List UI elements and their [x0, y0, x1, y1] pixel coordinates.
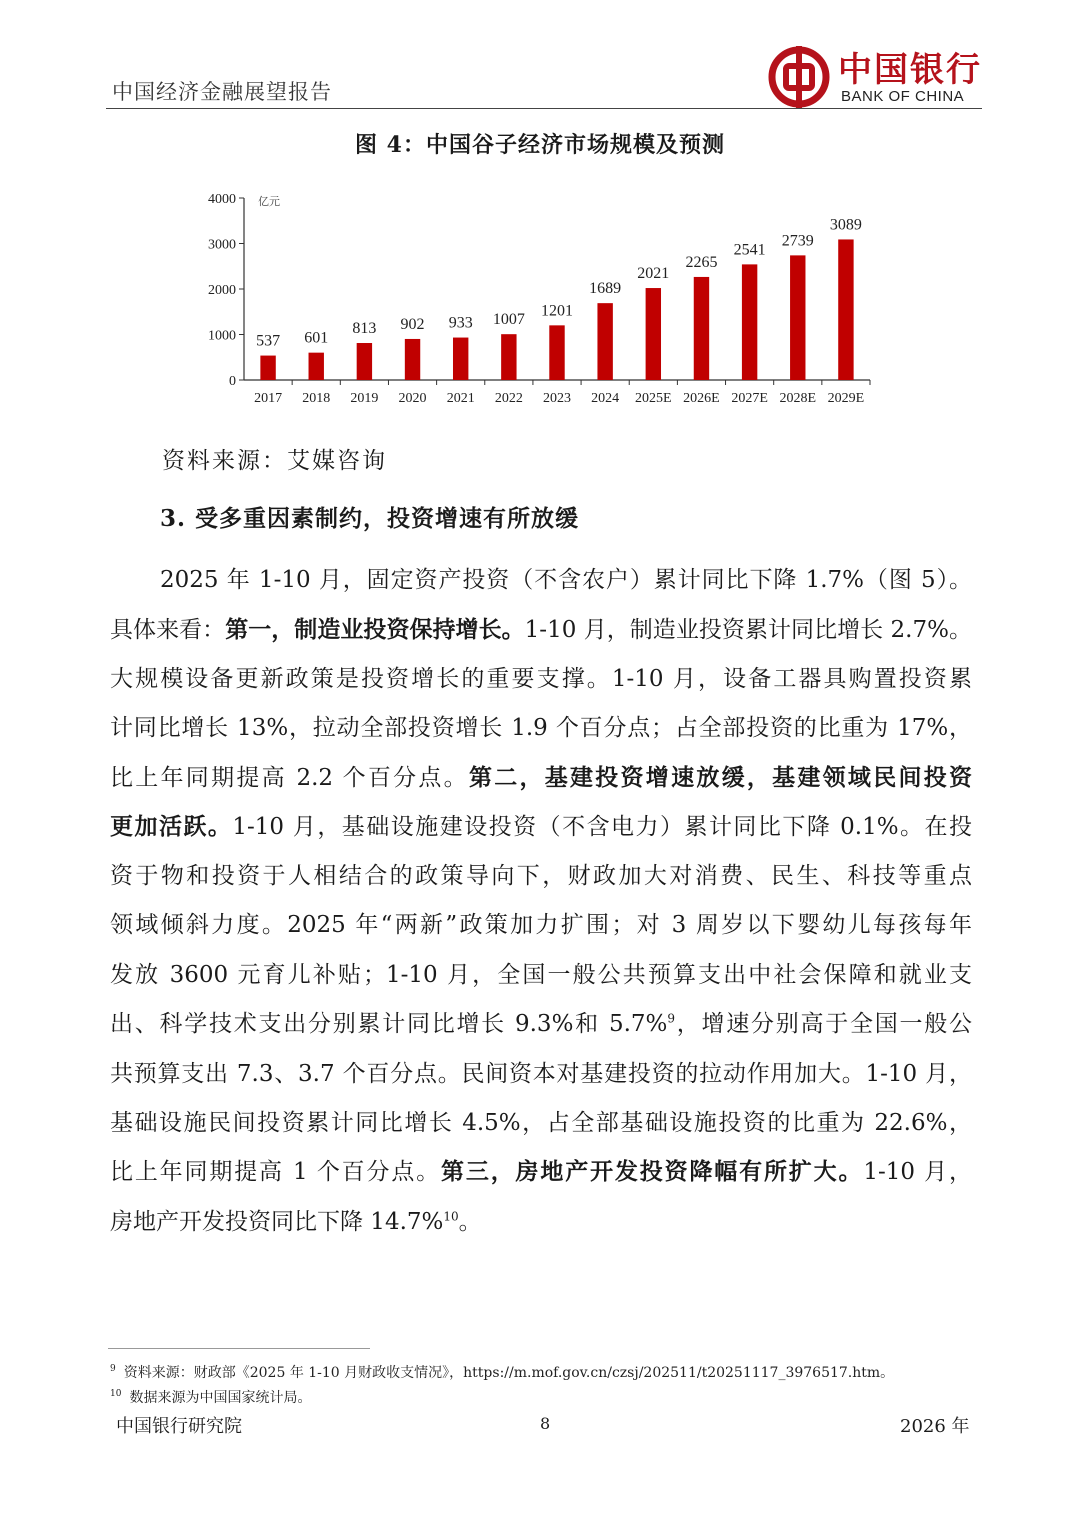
footnote-ref-10[interactable]: 10: [443, 1209, 459, 1224]
x-category-label: 2026E: [683, 391, 720, 406]
paragraph-line: 共预算支出 7.3、3.7 个百分点。民间资本对基建投资的拉动作用加大。1-10 月，: [110, 1061, 972, 1087]
chart-bar: [405, 339, 420, 380]
logo-english-name: BANK OF CHINA: [841, 88, 965, 105]
footer-organization: 中国银行研究院: [116, 1416, 242, 1437]
x-category-label: 2028E: [779, 391, 817, 406]
chart-bar: [597, 303, 612, 380]
x-category-label: 2021: [446, 391, 475, 406]
paragraph-line: 更加活跃。1-10 月，基础设施建设投资（不含电力）累计同比下降 0.1%。在投: [110, 813, 972, 840]
bar-value-label: 1201: [541, 302, 573, 320]
x-category-label: 2029E: [827, 391, 865, 406]
paragraph-line: 大规模设备更新政策是投资增长的重要支撑。1-10 月，设备工器具购置投资累: [110, 666, 972, 692]
bar-value-label: 933: [448, 314, 473, 332]
footnote-ref-9[interactable]: 9: [667, 1011, 676, 1026]
figure-title: 图 4：中国谷子经济市场规模及预测: [355, 132, 725, 158]
figure-source: 资料来源：艾媒咨询: [162, 448, 387, 474]
chart-bar: [501, 334, 516, 380]
x-category-label: 2024: [591, 391, 620, 406]
chart-bar: [790, 255, 805, 380]
bank-of-china-logo-icon: [766, 44, 832, 110]
chart-bar: [742, 264, 757, 380]
paragraph-line: 领域倾斜力度。2025 年“两新”政策加力扩围；对 3 周岁以下婴幼儿每孩每年: [110, 912, 972, 938]
x-category-label: 2020: [398, 391, 427, 406]
bar-value-label: 2739: [781, 232, 814, 250]
x-category-label: 2022: [494, 391, 523, 406]
y-tick-label: 3000: [208, 237, 236, 253]
y-tick-label: 1000: [208, 328, 236, 344]
header-divider: [106, 108, 982, 109]
footer-year: 2026 年: [900, 1416, 970, 1437]
paragraph-line: 发放 3600 元育儿补贴；1-10 月，全国一般公共预算支出中社会保障和就业支: [110, 962, 972, 988]
chart-bar: [453, 338, 468, 380]
bar-value-label: 3089: [829, 216, 862, 234]
paragraph-line: 比上年同期提高 2.2 个百分点。第二，基建投资增速放缓，基建领域民间投资: [110, 764, 973, 791]
report-title: 中国经济金融展望报告: [112, 80, 332, 104]
section-heading: 3. 受多重因素制约，投资增速有所放缓: [160, 505, 580, 532]
x-category-label: 2019: [350, 391, 379, 406]
chart-bar: [309, 353, 324, 380]
chart-bar: [694, 277, 709, 380]
x-category-label: 2023: [543, 391, 571, 406]
x-category-label: 2018: [302, 391, 331, 406]
bar-value-label: 2265: [685, 253, 718, 271]
paragraph-line: 资于物和投资于人相结合的政策导向下，财政加大对消费、民生、科技等重点: [110, 863, 972, 889]
x-category-label: 2025E: [635, 391, 672, 406]
paragraph-line: 具体来看：第一，制造业投资保持增长。1-10 月，制造业投资累计同比增长 2.7%。: [110, 616, 972, 643]
y-tick-label: 4000: [208, 192, 236, 207]
logo-chinese-name: 中国银行: [838, 50, 982, 90]
bar-value-label: 537: [256, 332, 281, 350]
bar-value-label: 813: [352, 320, 377, 338]
chart-bar: [357, 343, 372, 380]
bar-value-label: 601: [304, 329, 329, 347]
paragraph-line: 基础设施民间投资累计同比增长 4.5%，占全部基础设施投资的比重为 22.6%，: [110, 1110, 972, 1136]
y-tick-label: 0: [229, 374, 236, 389]
bar-value-label: 902: [400, 315, 425, 333]
paragraph-line: 出、科学技术支出分别累计同比增长 9.3%和 5.7%$^9$，增速分别高于全国一般公: [110, 1011, 972, 1037]
page-number: 8: [540, 1414, 551, 1433]
paragraph-line: 计同比增长 13%，拉动全部投资增长 1.9 个百分点；占全部投资的比重为 17%，: [110, 715, 972, 741]
bar-value-label: 1689: [589, 280, 622, 298]
y-unit-label: 亿元: [258, 195, 280, 208]
y-tick-label: 2000: [208, 283, 236, 298]
footnote-10: $^{10}$ 数据来源为中国国家统计局。: [110, 1389, 312, 1406]
chart-bar: [646, 288, 661, 380]
paragraph-line: 比上年同期提高 1 个百分点。第三，房地产开发投资降幅有所扩大。1-10 月，: [110, 1158, 972, 1185]
market-size-bar-chart: [190, 182, 890, 422]
bar-value-label: 2541: [733, 241, 766, 259]
x-category-label: 2017: [254, 391, 283, 406]
x-category-label: 2027E: [731, 391, 768, 406]
footnote-9: $^9$ 资料来源：财政部《2025 年 1-10 月财政收支情况》，https://m.mof.gov.cn/czsj/202511/t20251117_3976517.htm。: [110, 1364, 895, 1381]
bar-value-label: 1007: [492, 311, 525, 329]
chart-bar: [549, 325, 564, 380]
bar-value-label: 2021: [637, 265, 670, 283]
chart-bar: [260, 356, 275, 380]
paragraph-line: 2025 年 1-10 月，固定资产投资（不含农户）累计同比下降 1.7%（图 5）。: [160, 567, 972, 593]
chart-bar: [838, 239, 853, 380]
paragraph-line: 房地产开发投资同比下降 14.7%$^{10}$。: [110, 1209, 482, 1235]
footnote-divider: [108, 1348, 370, 1349]
